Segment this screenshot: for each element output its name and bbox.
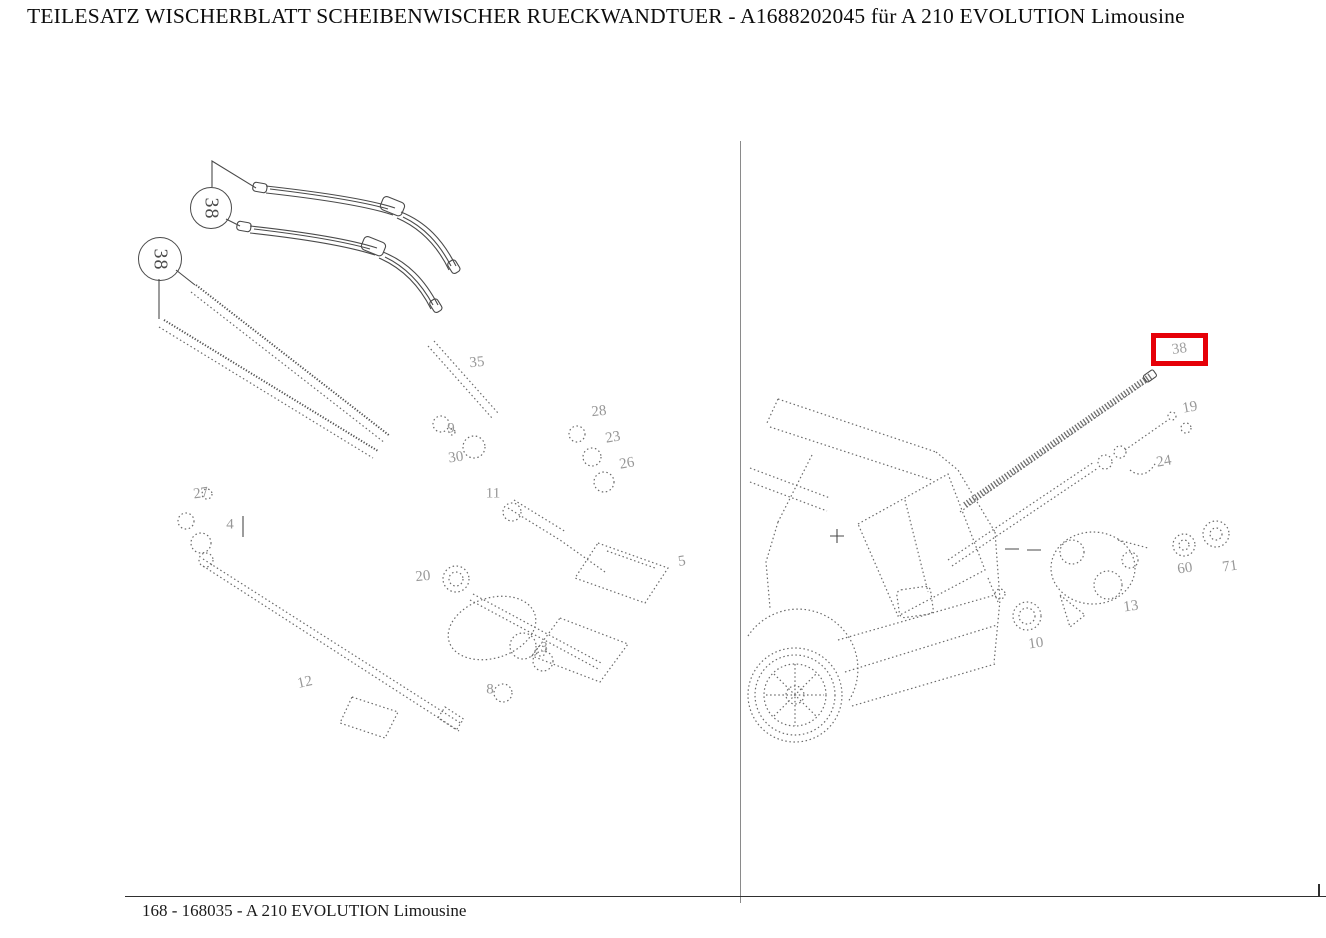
wiper-blade-1-drawing <box>252 182 461 275</box>
highlight-red-box <box>1151 333 1208 366</box>
callout-number: 38 <box>149 248 172 270</box>
part-number-label: 5 <box>677 553 687 570</box>
part-number-label: 60 <box>1176 559 1194 578</box>
footer-caption: 168 - 168035 - A 210 EVOLUTION Limousine <box>142 901 467 920</box>
part-number-label: 11 <box>485 485 501 502</box>
part-number-label: 9 <box>447 420 455 437</box>
part-number-label: 28 <box>590 402 608 421</box>
callout-circle-38-lower <box>138 237 182 281</box>
wiper-pivot-shaft-drawing <box>428 341 498 458</box>
fastener-stack-drawing <box>178 426 614 553</box>
part-number-label: 27 <box>192 484 210 503</box>
part-number-label: 20 <box>414 567 432 586</box>
car-rear-view-drawing <box>748 399 1041 742</box>
part-number-label: 26 <box>618 454 636 473</box>
part-number-label: 8 <box>486 681 494 698</box>
wiper-refill-strips-drawing <box>159 285 390 458</box>
part-number-label: 12 <box>295 673 314 692</box>
part-number-label: 24 <box>1155 452 1173 471</box>
page-title: TEILESATZ WISCHERBLATT SCHEIBENWISCHER RUECKWANDTUER - A1688202045 für A 210 EVOLUTION Limousine <box>27 4 1185 28</box>
part-number-label: 4 <box>226 516 234 533</box>
part-number-label: 71 <box>1221 557 1239 576</box>
part-number-label: 23 <box>604 428 622 447</box>
rear-wiper-blade-drawing <box>960 369 1157 512</box>
part-number-label: 10 <box>1027 634 1045 653</box>
wiper-linkage-drawing <box>199 500 668 738</box>
panel-divider-line <box>740 141 741 903</box>
footer-rule <box>125 896 1326 897</box>
part-number-label: 3 <box>540 639 548 656</box>
callout-number: 38 <box>200 197 223 219</box>
part-number-label: 35 <box>468 353 486 372</box>
callout-circle-38-upper <box>190 187 232 229</box>
part-number-label: 13 <box>1122 597 1140 616</box>
highlighted-part-number: 38 <box>1170 340 1188 358</box>
part-number-label: 19 <box>1181 398 1199 417</box>
wiper-blade-2-drawing <box>236 221 443 314</box>
part-number-label: 30 <box>447 448 465 467</box>
callout-leader-lines <box>159 161 256 319</box>
footer-right-tick <box>1318 884 1320 897</box>
